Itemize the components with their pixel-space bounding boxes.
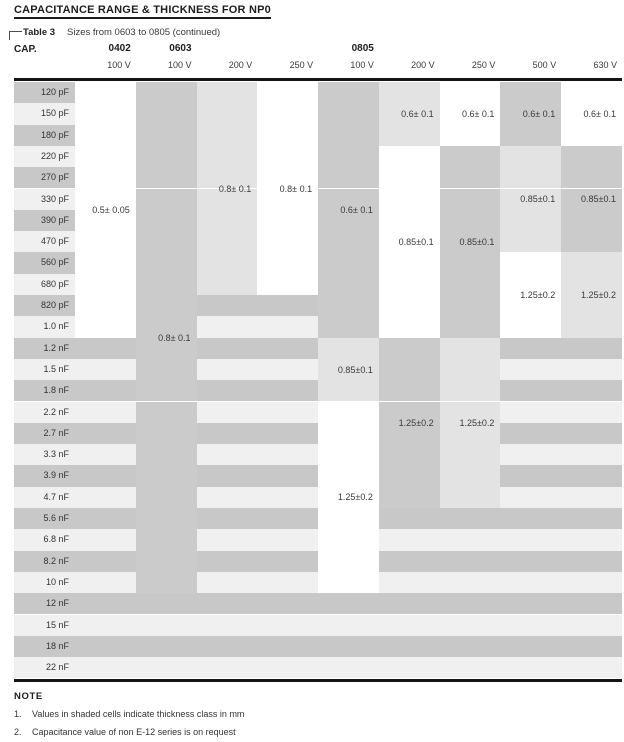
table-cell <box>561 551 622 572</box>
table-cell <box>257 487 318 508</box>
table-cell <box>197 252 258 273</box>
table-cell <box>500 380 561 401</box>
table-cell <box>136 210 197 231</box>
table-cell <box>561 338 622 359</box>
table-cell <box>561 82 622 103</box>
table-cell <box>197 125 258 146</box>
table-cell <box>197 210 258 231</box>
row-label: 470 pF <box>14 231 75 252</box>
thickness-value: 0.85±0.1 <box>581 194 616 205</box>
table-cell <box>500 615 561 636</box>
row-label: 1.0 nF <box>14 316 75 337</box>
table-cell <box>318 380 379 401</box>
table-cell <box>440 189 501 210</box>
table-cell <box>500 487 561 508</box>
table-cell <box>500 125 561 146</box>
table-cell <box>197 103 258 124</box>
table-cell <box>379 125 440 146</box>
table-cell <box>197 402 258 423</box>
table-cell <box>75 82 136 103</box>
table-cell <box>561 316 622 337</box>
size-header-0805: 0805 <box>351 43 374 54</box>
table-cell <box>318 636 379 657</box>
table-cell <box>561 231 622 252</box>
table-cell <box>75 231 136 252</box>
voltage-header-5: 200 V <box>411 60 435 70</box>
table-cell <box>197 444 258 465</box>
table-cell <box>197 316 258 337</box>
note-item-text: Values in shaded cells indicate thickness class in mm <box>32 709 245 719</box>
table-cell <box>197 615 258 636</box>
table-cell <box>75 465 136 486</box>
page-title: CAPACITANCE RANGE & THICKNESS FOR NP0 <box>14 4 271 19</box>
table-cell <box>500 636 561 657</box>
table-cell <box>318 146 379 167</box>
thickness-value: 0.6± 0.1 <box>461 108 495 119</box>
table-cell <box>197 146 258 167</box>
table-cell <box>197 657 258 678</box>
table-cell <box>257 359 318 380</box>
table-cell <box>318 316 379 337</box>
table-cell <box>561 615 622 636</box>
row-label: 120 pF <box>14 82 75 103</box>
table-cell <box>257 508 318 529</box>
row-label: 2.7 nF <box>14 423 75 444</box>
table-cell <box>440 572 501 593</box>
table-cell <box>500 316 561 337</box>
table-cell <box>318 529 379 550</box>
table-cell <box>318 125 379 146</box>
table-cell <box>440 125 501 146</box>
table-cell <box>136 657 197 678</box>
table-cell <box>136 82 197 103</box>
table-cell <box>136 231 197 252</box>
table-cell <box>136 529 197 550</box>
table-cell <box>500 402 561 423</box>
table-cell <box>75 551 136 572</box>
thickness-value: 1.25±0.2 <box>520 290 556 300</box>
row-label: 5.6 nF <box>14 508 75 529</box>
table-cell <box>318 295 379 316</box>
table-bottom-rule <box>14 679 622 682</box>
thickness-value: 1.25±0.2 <box>581 290 616 300</box>
note-item-text: Capacitance value of non E-12 series is on request <box>32 727 236 737</box>
table-cell <box>379 146 440 167</box>
table-cell <box>197 295 258 316</box>
row-label: 15 nF <box>14 615 75 636</box>
table-cell <box>440 82 501 103</box>
table-cell <box>561 359 622 380</box>
table-cell <box>257 423 318 444</box>
table-cell <box>197 572 258 593</box>
table-cell <box>318 508 379 529</box>
table-cell <box>197 487 258 508</box>
table-cell <box>500 444 561 465</box>
table-cell <box>500 657 561 678</box>
row-label: 180 pF <box>14 125 75 146</box>
table-cell <box>197 529 258 550</box>
voltage-header-4: 100 V <box>350 60 374 70</box>
table-cell <box>379 593 440 614</box>
table-cell <box>561 423 622 444</box>
table-cell <box>379 529 440 550</box>
table-cell <box>500 231 561 252</box>
row-label: 12 nF <box>14 593 75 614</box>
table-cell <box>500 82 561 103</box>
row-label: 3.9 nF <box>14 465 75 486</box>
table-cell <box>379 295 440 316</box>
table-cell <box>379 551 440 572</box>
table-cell <box>136 103 197 124</box>
table-cell <box>440 380 501 401</box>
voltage-header-3: 250 V <box>289 60 314 70</box>
table-cell <box>136 189 197 210</box>
row-label: 820 pF <box>14 295 75 316</box>
table-cell <box>379 316 440 337</box>
table-cell <box>440 316 501 337</box>
table-cell <box>75 274 136 295</box>
table-cell <box>257 231 318 252</box>
row-label: 2.2 nF <box>14 402 75 423</box>
table-cell <box>136 423 197 444</box>
note-heading: NOTE <box>14 691 43 702</box>
table-cell <box>257 274 318 295</box>
table-cell <box>257 103 318 124</box>
table-cell <box>136 359 197 380</box>
table-cell <box>257 593 318 614</box>
voltage-header-8: 630 V <box>593 60 617 70</box>
table-cell <box>500 210 561 231</box>
table-cell <box>379 82 440 103</box>
row-label: 22 nF <box>14 657 75 678</box>
table-cell <box>379 657 440 678</box>
table-cell <box>318 402 379 423</box>
table-cell <box>440 252 501 273</box>
table-cell <box>136 572 197 593</box>
table-cell <box>257 82 318 103</box>
table-cell <box>561 487 622 508</box>
table-cell <box>75 423 136 444</box>
table-cell <box>500 359 561 380</box>
thickness-value: 0.5± 0.05 <box>92 204 130 215</box>
table-cell <box>197 593 258 614</box>
row-label: 330 pF <box>14 189 75 210</box>
table-cell <box>440 167 501 188</box>
table-cell <box>379 274 440 295</box>
table-cell <box>440 551 501 572</box>
table-cell <box>257 444 318 465</box>
table-cell <box>379 636 440 657</box>
table-cell <box>136 167 197 188</box>
table-cell <box>379 465 440 486</box>
table-cell <box>197 82 258 103</box>
table-cell <box>379 615 440 636</box>
table-cell <box>379 252 440 273</box>
table-cell <box>440 636 501 657</box>
size-header-0603: 0603 <box>169 43 192 54</box>
table-cell <box>257 380 318 401</box>
table-cell <box>75 146 136 167</box>
table-cell <box>561 146 622 167</box>
table-cell <box>75 402 136 423</box>
row-label: 10 nF <box>14 572 75 593</box>
table-cell <box>75 593 136 614</box>
table-cell <box>136 274 197 295</box>
thickness-value: 0.8± 0.1 <box>218 183 252 194</box>
table-cell <box>379 167 440 188</box>
table-cell <box>75 252 136 273</box>
table-cell <box>500 551 561 572</box>
table-cell <box>197 231 258 252</box>
row-label: 220 pF <box>14 146 75 167</box>
table-cell <box>561 125 622 146</box>
table-cell <box>561 167 622 188</box>
table-cell <box>561 380 622 401</box>
voltage-header-1: 100 V <box>168 60 192 70</box>
voltage-header-2: 200 V <box>228 60 253 70</box>
table-cell <box>257 529 318 550</box>
table-cell <box>257 636 318 657</box>
table-cell <box>257 572 318 593</box>
table-cell <box>561 636 622 657</box>
caption-label: Table 3 <box>23 27 56 38</box>
table-cell <box>318 82 379 103</box>
table-cell <box>75 572 136 593</box>
row-label: 1.2 nF <box>14 338 75 359</box>
voltage-header-0: 100 V <box>107 60 131 70</box>
table-cell <box>561 529 622 550</box>
row-label: 1.5 nF <box>14 359 75 380</box>
row-label: 270 pF <box>14 167 75 188</box>
table-cell <box>379 380 440 401</box>
table-cell <box>318 423 379 444</box>
table-cell <box>197 338 258 359</box>
table-top-rule <box>14 78 622 81</box>
size-header-0402: 0402 <box>108 43 131 54</box>
table-cell <box>136 295 197 316</box>
row-label: 1.8 nF <box>14 380 75 401</box>
table-cell <box>500 508 561 529</box>
table-cell <box>379 444 440 465</box>
table-cell <box>440 274 501 295</box>
table-cell <box>318 444 379 465</box>
voltage-header-6: 250 V <box>471 60 496 70</box>
table-cell <box>136 125 197 146</box>
table-cell <box>136 593 197 614</box>
table-cell <box>561 508 622 529</box>
table-cell <box>318 167 379 188</box>
table-cell <box>136 615 197 636</box>
table-cell <box>318 572 379 593</box>
table-cell <box>500 465 561 486</box>
thickness-value: 0.6± 0.1 <box>522 108 556 119</box>
table-cell <box>75 380 136 401</box>
table-cell <box>318 103 379 124</box>
caption-text: Sizes from 0603 to 0805 (continued) <box>67 27 221 38</box>
table-cell <box>440 508 501 529</box>
thickness-value: 0.85±0.1 <box>520 194 556 205</box>
thickness-value: 1.25±0.2 <box>398 417 434 428</box>
table-cell <box>440 657 501 678</box>
table-cell <box>561 657 622 678</box>
table-cell <box>318 551 379 572</box>
thickness-value: 0.6± 0.1 <box>340 204 373 215</box>
table-cell <box>257 252 318 273</box>
row-label: 6.8 nF <box>14 529 75 550</box>
table-cell <box>500 252 561 273</box>
table-cell <box>318 615 379 636</box>
table-cell <box>257 125 318 146</box>
thickness-value: 1.25±0.2 <box>459 417 495 428</box>
table-cell <box>75 636 136 657</box>
table-cell <box>379 572 440 593</box>
table-cell <box>440 359 501 380</box>
thickness-value: 0.85±0.1 <box>459 236 495 247</box>
table-cell <box>75 615 136 636</box>
table-cell <box>318 593 379 614</box>
table-cell <box>500 529 561 550</box>
row-label: 680 pF <box>14 274 75 295</box>
table-cell <box>197 551 258 572</box>
table-cell <box>379 359 440 380</box>
table-cell <box>318 231 379 252</box>
table-cell <box>75 359 136 380</box>
table-cell <box>197 380 258 401</box>
thickness-value: 1.25±0.2 <box>337 492 373 503</box>
table-cell <box>257 657 318 678</box>
table-cell <box>379 338 440 359</box>
table-cell <box>197 465 258 486</box>
thickness-value: 0.8± 0.1 <box>158 332 191 343</box>
table-cell <box>136 465 197 486</box>
caption-bracket-icon <box>9 31 22 40</box>
table-cell <box>257 146 318 167</box>
table-cell <box>318 252 379 273</box>
table-cell <box>75 103 136 124</box>
table-cell <box>257 402 318 423</box>
table-cell <box>257 465 318 486</box>
table-cell <box>257 295 318 316</box>
table-cell <box>379 189 440 210</box>
table-cell <box>440 338 501 359</box>
thickness-value: 0.85±0.1 <box>337 364 373 375</box>
table-cell <box>136 380 197 401</box>
voltage-header-7: 500 V <box>532 60 557 70</box>
table-cell <box>561 572 622 593</box>
table-cell <box>197 423 258 444</box>
row-label: 560 pF <box>14 252 75 273</box>
table-cell <box>75 125 136 146</box>
table-cell <box>257 615 318 636</box>
table-cell <box>440 295 501 316</box>
table-cell <box>440 615 501 636</box>
table-cell <box>75 295 136 316</box>
table-cell <box>440 529 501 550</box>
table-cell <box>500 423 561 444</box>
row-label: 8.2 nF <box>14 551 75 572</box>
table-cell <box>75 167 136 188</box>
table-cell <box>561 252 622 273</box>
table-cell <box>136 444 197 465</box>
table-cell <box>500 572 561 593</box>
table-cell <box>257 551 318 572</box>
table-cell <box>136 636 197 657</box>
table-cell <box>136 508 197 529</box>
table-cell <box>75 316 136 337</box>
table-cell <box>561 402 622 423</box>
thickness-value: 0.6± 0.1 <box>401 108 434 119</box>
table-cell <box>197 508 258 529</box>
note-item-number: 2. <box>14 727 22 737</box>
table-cell <box>197 274 258 295</box>
table-cell <box>318 338 379 359</box>
column-header-cap: CAP. <box>14 44 37 55</box>
table-cell <box>136 402 197 423</box>
table-cell <box>197 636 258 657</box>
table-cell <box>440 465 501 486</box>
table-cell <box>136 146 197 167</box>
table-cell <box>75 529 136 550</box>
thickness-value: 0.6± 0.1 <box>583 108 616 119</box>
table-cell <box>561 444 622 465</box>
table-cell <box>318 657 379 678</box>
note-item-number: 1. <box>14 709 22 719</box>
row-label: 4.7 nF <box>14 487 75 508</box>
table-cell <box>75 508 136 529</box>
table-cell <box>136 551 197 572</box>
table-cell <box>561 465 622 486</box>
table-cell <box>440 146 501 167</box>
table-cell <box>257 338 318 359</box>
table-cell <box>500 338 561 359</box>
table-cell <box>136 252 197 273</box>
table-cell <box>440 444 501 465</box>
table-cell <box>500 593 561 614</box>
table-cell <box>440 487 501 508</box>
thickness-value: 0.85±0.1 <box>398 236 434 247</box>
table-cell <box>379 508 440 529</box>
table-cell <box>318 274 379 295</box>
thickness-value: 0.8± 0.1 <box>279 183 313 194</box>
table-cell <box>561 210 622 231</box>
table-cell <box>379 210 440 231</box>
table-cell <box>379 487 440 508</box>
table-cell <box>440 210 501 231</box>
row-label: 150 pF <box>14 103 75 124</box>
row-label: 18 nF <box>14 636 75 657</box>
table-cell <box>500 167 561 188</box>
row-label: 390 pF <box>14 210 75 231</box>
row-label: 3.3 nF <box>14 444 75 465</box>
table-cell <box>440 593 501 614</box>
table-cell <box>257 316 318 337</box>
table-cell <box>500 146 561 167</box>
table-cell <box>75 487 136 508</box>
table-cell <box>197 359 258 380</box>
table-caption <box>9 27 220 40</box>
table-cell <box>75 444 136 465</box>
table-cell <box>136 487 197 508</box>
table-cell <box>75 657 136 678</box>
table-cell <box>75 338 136 359</box>
table-cell <box>561 593 622 614</box>
table-cell <box>257 210 318 231</box>
table-cell <box>318 465 379 486</box>
